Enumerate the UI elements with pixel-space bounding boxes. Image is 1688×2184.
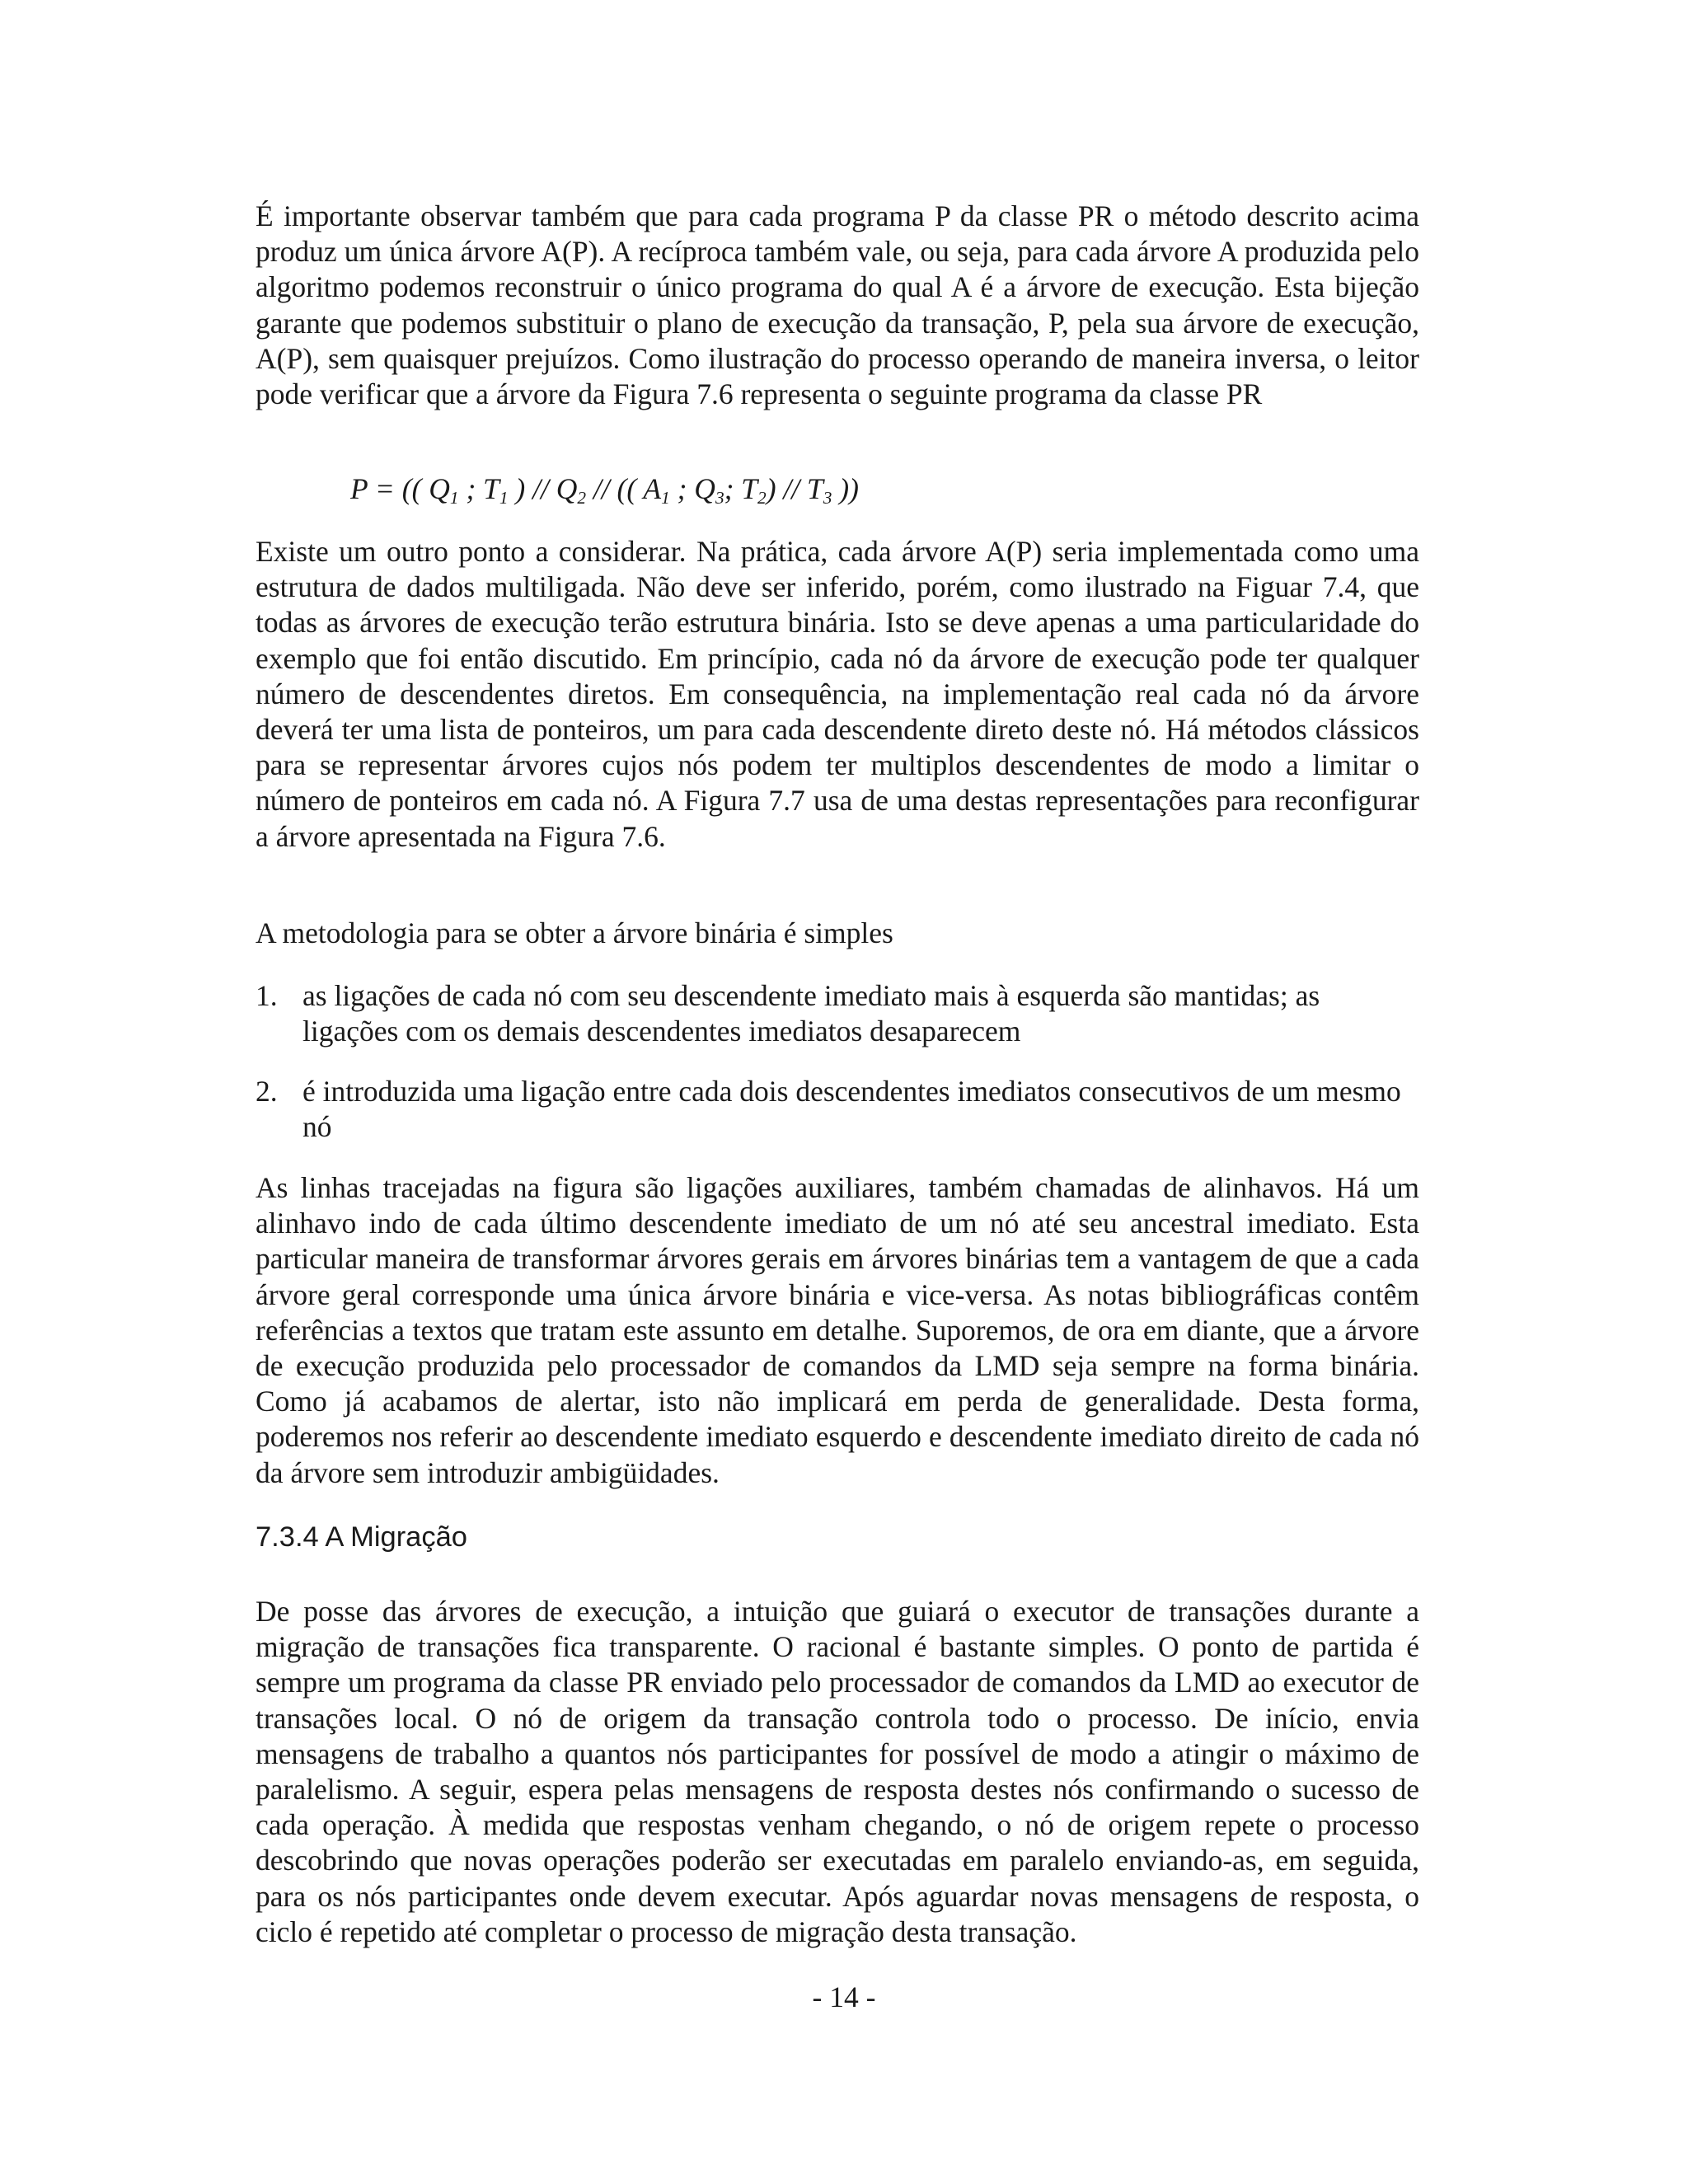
- paragraph-multilinked-structure: Existe um outro ponto a considerar. Na prática, cada árvore A(P) seria implementada como uma estrutura de dados multiligada. Não deve ser inferido, porém, como ilustrado na Figuar 7.4, que todas as árvores de execução terão estrutura binária. Isto se deve apenas a uma particularidade do exemplo que foi então discutido. Em princípio, cada nó da árvore de execução pode ter qualquer número de descendentes diretos. Em consequência, na implementação real cada nó da árvore deverá ter uma lista de ponteiros, um para cada descendente direto deste nó. Há métodos clássicos para se representar árvores cujos nós podem ter multiplos descendentes de modo a limitar o número de ponteiros em cada nó. A Figura 7.7 usa de uma destas representações para reconfigurar a árvore apresentada na Figura 7.6.: [256, 535, 1419, 853]
- paragraph-methodology-intro: A metodologia para se obter a árvore binária é simples: [256, 916, 893, 949]
- list-item-text: é introduzida uma ligação entre cada dois descendentes imediatos consecutivos de um mesmo nó: [302, 1075, 1401, 1144]
- paragraph-bijection: É importante observar também que para cada programa P da classe PR o método descrito acima produz um única árvore A(P). A recíproca também vale, ou seja, para cada árvore A produzida pelo algoritmo podemos reconstruir o único programa do qual A é a árvore de execução. Esta bijeção garante que podemos substituir o plano de execução da transação, P, pela sua árvore de execução, A(P), sem quaisquer prejuízos. Como ilustração do processo operando de maneira inversa, o leitor pode verificar que a árvore da Figura 7.6 representa o seguinte programa da classe PR: [256, 199, 1419, 411]
- paragraph-migration: De posse das árvores de execução, a intuição que guiará o executor de transações durante a migração de transações fica transparente. O racional é bastante simples. O ponto de partida é sempre um programa da classe PR enviado pelo processador de comandos da LMD ao executor de transações local. O nó de origem da transação controla todo o processo. De início, envia mensagens de trabalho a quantos nós participantes for possível de modo a atingir o máximo de paralelismo. A seguir, espera pelas mensagens de resposta destes nós confirmando o sucesso de cada operação. À medida que respostas venham chegando, o nó de origem repete o processo descobrindo que novas operações poderão ser executadas em paralelo enviando-as, em seguida, para os nós participantes onde devem executar. Após aguardar novas mensagens de resposta, o ciclo é repetido até completar o processo de migração desta transação.: [256, 1595, 1419, 1948]
- paragraph-dashed-lines: As linhas tracejadas na figura são ligações auxiliares, também chamadas de alinhavos. Há um alinhavo indo de cada último descendente imediato de um nó até seu ancestral imediato. Esta particular maneira de transformar árvores gerais em árvores binárias tem a vantagem de que a cada árvore geral corresponde uma única árvore binária e vice-versa. As notas bibliográficas contêm referências a textos que tratam este assunto em detalhe. Suporemos, de ora em diante, que a árvore de execução produzida pelo processador de comandos da LMD seja sempre na forma binária. Como já acabamos de alertar, isto não implicará em perda de generalidade. Desta forma, poderemos nos referir ao descendente imediato esquerdo e descendente imediato direito de cada nó da árvore sem introduzir ambigüidades.: [256, 1171, 1419, 1489]
- program-formula: P = (( $Q_1$ ; $T_1$ ) // $Q_2$ // (( $A_1$ ; $Q_3$; $T_2) // T_3$ )): [350, 472, 859, 508]
- list-item-number: 1.: [256, 979, 278, 1012]
- page-number: - 14 -: [812, 1980, 876, 2013]
- section-heading: 7.3.4 A Migração: [256, 1521, 467, 1553]
- list-item-number: 2.: [256, 1075, 278, 1108]
- list-item-text: as ligações de cada nó com seu descendente imediato mais à esquerda são mantidas; as ligações com os demais descendentes imediatos desaparecem: [302, 979, 1320, 1048]
